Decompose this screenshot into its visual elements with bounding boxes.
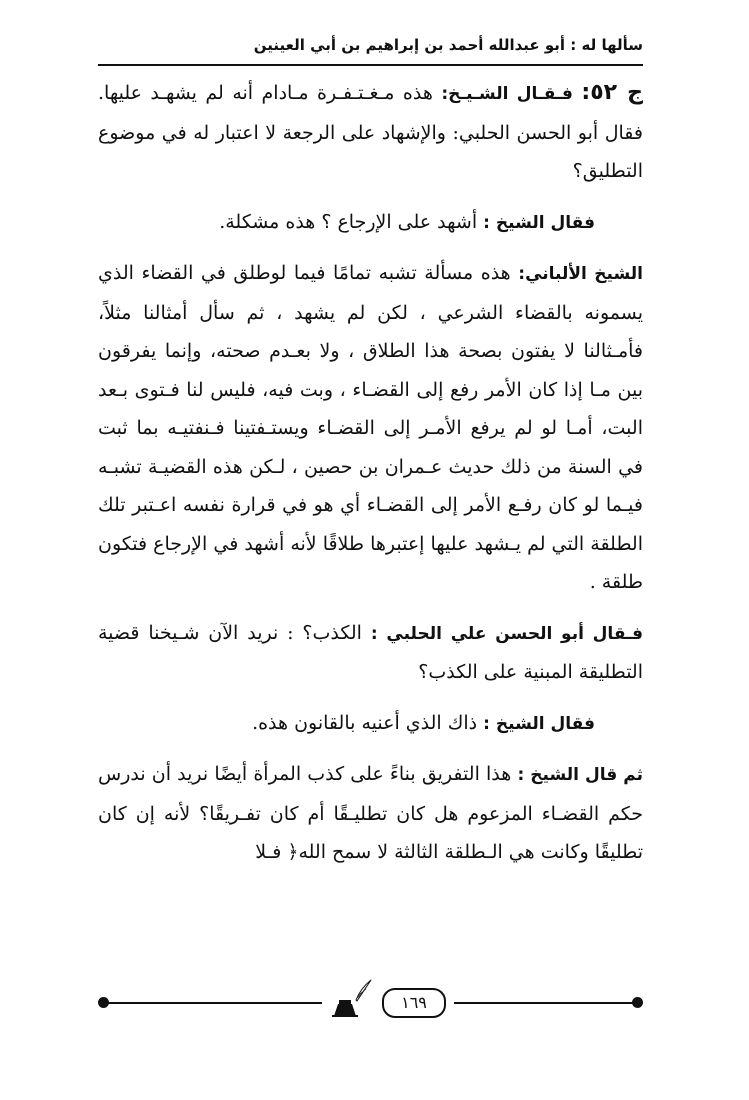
paragraph-gap [98,191,643,203]
paragraph-gap [98,602,643,614]
paragraph-text: الكذب؟ : نريد الآن شـيخنا قضية التطليقة المبنية على الكذب؟ [98,621,643,683]
speaker-label: فقال الشيخ : [483,212,595,233]
paragraph-gap [98,242,643,254]
paragraph-gap [98,692,643,704]
speaker-label: الشيخ الألباني: [518,264,643,284]
speaker-label: فـقـال الشـيـخ: [441,84,573,104]
paragraph-text: هذه مسألة تشبه تمامًا فيما لوطلق في القضاء الذي يسمونه بالقضاء الشرعي ، لكن لم يشهد ، ثم سأل أمثالنا مثلاً، فأمـثالنا لا يفتون بصحة هذا الطلاق ، ولا بعـدم صحته، وإنما يفرقون بين مـا إذا كان الأمر رفع إلى القضـاء ، وبت فيه، فليس لنا فـتوى بـعد البت، أمـا لو لم يرفع الأمـر إلى القضـاء ويستـفتينا فـنفتيـه بما ثبت في السنة من ذلك حديث عـمران بن حصين ، لـكن هذه القضيـة تشبـه فيـما لو كان رفـع الأمر إلى القضـاء أي هو في قرارة نفسه اعـتبر تلك الطلقة التي لم يـشهد عليها إعتبرها طلاقًا لأنه أشهد في الإرجاع فتكون طلقة . [98,262,643,593]
paragraph-answer-52 [98,74,643,191]
paragraph-sheikh-law [98,704,643,744]
paragraph-albani [98,254,643,602]
header-rule [98,64,643,66]
paragraph-text: هذا التفريق بناءً على كذب المرأة أيضًا نريد أن ندرس حكم القضـاء المزعوم هل كان تطليـقًا أم كان تفـريقًا؟ لأنه إن كان تطليقًا وكانت هي الـطلقة الثالثة لا سمح الله﴿ فـلا [98,763,643,863]
speaker-label: ثم قال الشيخ : [517,765,644,785]
speaker-label: فقال الشيخ : [483,713,595,734]
page-number: ١٦٩ [382,988,446,1018]
footer-dot [632,997,643,1008]
paragraph-text: هذه مـغـتـفـرة مـادام أنه لم يشهـد عليها. فقال أبو الحسن الحلبي: والإشهاد على الرجعة لا اعتبار له في موضوع التطليق؟ [98,82,643,182]
page-body [98,74,643,872]
paragraph-sheikh-separation [98,755,643,872]
paragraph-text: أشهد على الإرجاع ؟ هذه مشكلة. [219,210,484,233]
running-header: سألها له : أبو عبدالله أحمد بن إبراهيم بن أبي العينين [253,36,643,54]
paragraph-text: ذاك الذي أعنيه بالقانون هذه. [252,711,484,734]
paragraph-halabi [98,614,643,692]
inkpot-quill-icon [326,978,372,1018]
speaker-label: فـقال أبو الحسن علي الحلبي : [370,623,643,644]
paragraph-sheikh-reply [98,203,643,243]
footer-rule [454,1002,634,1004]
answer-number: ج ٥٢: [581,80,643,105]
page-footer [98,978,643,1022]
paragraph-gap [98,743,643,755]
footer-rule [104,1002,322,1004]
